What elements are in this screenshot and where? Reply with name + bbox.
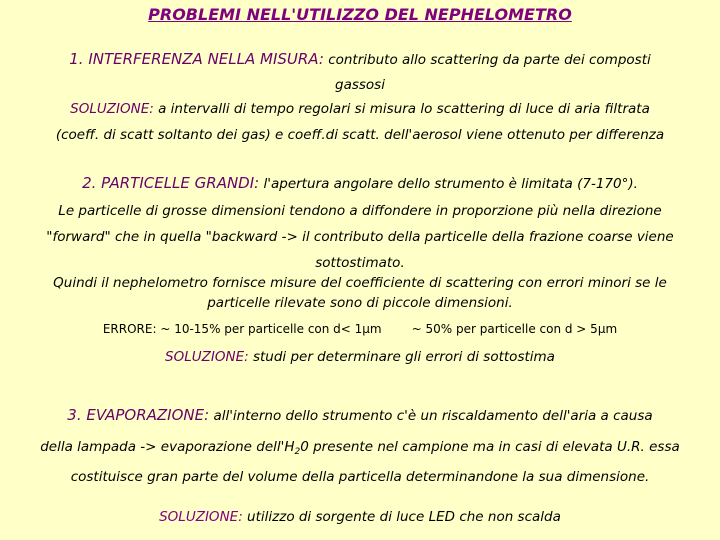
s3-text-b-post: 0 presente nel campione ma in casi di elevata U.R. essa — [300, 439, 680, 455]
s1-heading: 1. INTERFERENZA NELLA MISURA: — [69, 50, 324, 68]
s2-error-line — [0, 320, 720, 338]
s3-text-c: costituisce gran parte del volume della particella determinandone la sua dimensione. — [70, 469, 650, 485]
s3-line-1 — [0, 406, 720, 425]
s3-solution-line — [0, 508, 720, 526]
s3-solution-label: SOLUZIONE: — [159, 509, 243, 525]
s1-solution-a: a intervalli di tempo regolari si misura lo scattering di luce di aria filtrata — [153, 101, 650, 117]
s2-text-a: l'apertura angolare dello strumento è limitata (7-170°). — [259, 176, 638, 192]
page-title: PROBLEMI NELL'UTILIZZO DEL NEPHELOMETRO — [148, 5, 572, 24]
s2-error-a: ERRORE: ~ 10-15% per particelle con d< 1μm — [102, 322, 382, 336]
s1-text-a: contributo allo scattering da parte dei composti — [323, 52, 651, 68]
s2-solution-text: studi per determinare gli errori di sottostima — [248, 349, 555, 365]
s2-solution-label: SOLUZIONE: — [165, 349, 249, 365]
s1-solution-b: (coeff. di scatt soltanto dei gas) e coeff.di scatt. dell'aerosol viene ottenuto per differenza — [55, 127, 665, 143]
s2-heading: 2. PARTICELLE GRANDI: — [82, 174, 260, 192]
s3-line-2 — [0, 438, 720, 456]
s2-text-f: particelle rilevate sono di piccole dimensioni. — [207, 295, 513, 311]
s3-solution-text: utilizzo di sorgente di luce LED che non scalda — [242, 509, 561, 525]
s1-solution-line — [0, 100, 720, 118]
s2-solution-line — [0, 348, 720, 366]
s1-solution-label: SOLUZIONE: — [70, 101, 154, 117]
s3-heading: 3. EVAPORAZIONE: — [67, 406, 210, 424]
s1-text-b: gassosi — [335, 77, 385, 93]
s1-line-1 — [0, 50, 720, 69]
s3-text-a: all'interno dello strumento c'è un riscaldamento dell'aria a causa — [209, 408, 653, 424]
s2-text-e: Quindi il nephelometro fornisce misure del coefficiente di scattering con errori minori se le — [53, 275, 667, 291]
s2-text-c: "forward" che in quella "backward -> il contributo della particelle della frazione coarse viene — [46, 229, 674, 245]
s2-error-b: ~ 50% per particelle con d > 5μm — [411, 322, 618, 336]
s2-text-b: Le particelle di grosse dimensioni tendono a diffondere in proporzione più nella direzione — [58, 203, 662, 219]
s3-text-b-pre: della lampada -> evaporazione dell'H — [40, 439, 295, 455]
s2-line-1 — [0, 174, 720, 193]
s2-text-d: sottostimato. — [315, 255, 405, 271]
s3-text-b-sub: 2 — [294, 447, 301, 457]
